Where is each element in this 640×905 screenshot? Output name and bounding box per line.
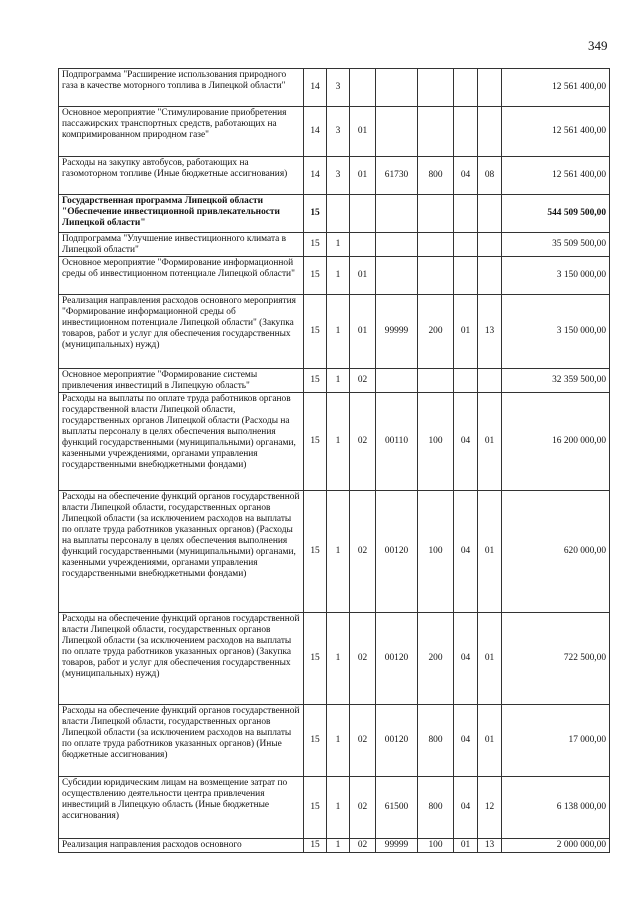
subsection-cell: 01 [478, 613, 502, 705]
amount-cell: 2 000 000,00 [502, 839, 610, 853]
expense-name-cell: Расходы на обеспечение функций органов государственной власти Липецкой области, государственных органов Липецкой области (за исключением расходов на выплаты по оплате труда работников указанных органов) (Расходы на выплаты персоналу в целях обеспечения выполнения функций государственными (муниципальными) органами, казенными учреждениями, органами управления государственными внебюджетными фондами) [59, 491, 304, 613]
subsection-cell: 01 [478, 393, 502, 491]
program-code-cell: 15 [304, 613, 327, 705]
main-measure-code-cell: 02 [350, 777, 376, 839]
expense-name-cell: Расходы на обеспечение функций органов государственной власти Липецкой области, государственных органов Липецкой области (за исключением расходов на выплаты по оплате труда работников указанных органов) (Иные бюджетные ассигнования) [59, 705, 304, 777]
expense-type-cell [418, 195, 454, 233]
section-cell: 01 [454, 295, 478, 369]
expense-type-cell: 800 [418, 705, 454, 777]
program-code-cell: 15 [304, 195, 327, 233]
table-row [59, 257, 610, 295]
amount-cell: 35 509 500,00 [502, 233, 610, 257]
section-cell [454, 369, 478, 393]
subprogram-code-cell: 1 [327, 705, 350, 777]
subsection-cell: 13 [478, 839, 502, 853]
expense-type-cell: 100 [418, 491, 454, 613]
table-row [59, 705, 610, 777]
subsection-cell: 01 [478, 491, 502, 613]
main-measure-code-cell [350, 233, 376, 257]
direction-code-cell: 00120 [376, 705, 418, 777]
section-cell: 04 [454, 393, 478, 491]
expense-type-cell [418, 233, 454, 257]
expense-type-cell: 100 [418, 393, 454, 491]
expense-name-cell: Подпрограмма "Улучшение инвестиционного климата в Липецкой области" [59, 233, 304, 257]
expense-type-cell: 800 [418, 777, 454, 839]
expense-name-cell: Расходы на выплаты по оплате труда работников органов государственной власти Липецкой области, государственных органов Липецкой области (Расходы на выплаты персоналу в целях обеспечения выполнения функций государственными (муниципальными) органами, казенными учреждениями, органами управления государственными внебюджетными фондами) [59, 393, 304, 491]
section-cell [454, 107, 478, 157]
expense-name-cell: Основное мероприятие "Формирование системы привлечения инвестиций в Липецкую область" [59, 369, 304, 393]
main-measure-code-cell: 01 [350, 157, 376, 195]
expense-type-cell [418, 107, 454, 157]
expense-type-cell [418, 69, 454, 107]
subprogram-code-cell: 1 [327, 613, 350, 705]
main-measure-code-cell: 02 [350, 613, 376, 705]
table-row [59, 369, 610, 393]
section-cell [454, 233, 478, 257]
table-row [59, 69, 610, 107]
amount-cell: 544 509 500,00 [502, 195, 610, 233]
amount-cell: 3 150 000,00 [502, 257, 610, 295]
table-row [59, 777, 610, 839]
subsection-cell [478, 369, 502, 393]
section-cell: 01 [454, 839, 478, 853]
subsection-cell [478, 107, 502, 157]
program-code-cell: 15 [304, 233, 327, 257]
direction-code-cell [376, 233, 418, 257]
expense-name-cell: Основное мероприятие "Стимулирование приобретения пассажирских транспортных средств, работающих на компримированном природном газе" [59, 107, 304, 157]
direction-code-cell [376, 69, 418, 107]
amount-cell: 12 561 400,00 [502, 69, 610, 107]
table-row [59, 393, 610, 491]
direction-code-cell [376, 369, 418, 393]
direction-code-cell: 99999 [376, 295, 418, 369]
amount-cell: 620 000,00 [502, 491, 610, 613]
main-measure-code-cell [350, 195, 376, 233]
program-code-cell: 14 [304, 107, 327, 157]
expense-type-cell: 800 [418, 157, 454, 195]
table-row [59, 491, 610, 613]
subprogram-code-cell: 1 [327, 233, 350, 257]
budget-table [58, 68, 610, 853]
direction-code-cell [376, 107, 418, 157]
main-measure-code-cell: 02 [350, 839, 376, 853]
subprogram-code-cell: 1 [327, 295, 350, 369]
expense-name-cell: Подпрограмма "Расширение использования природного газа в качестве моторного топлива в Липецкой области" [59, 69, 304, 107]
subsection-cell: 13 [478, 295, 502, 369]
expense-type-cell: 200 [418, 613, 454, 705]
amount-cell: 12 561 400,00 [502, 157, 610, 195]
subprogram-code-cell: 1 [327, 257, 350, 295]
subsection-cell [478, 257, 502, 295]
table-row [59, 157, 610, 195]
page-number: 349 [588, 38, 608, 53]
main-measure-code-cell: 02 [350, 369, 376, 393]
subprogram-code-cell: 1 [327, 393, 350, 491]
program-code-cell: 14 [304, 157, 327, 195]
main-measure-code-cell: 01 [350, 107, 376, 157]
table-row [59, 839, 610, 853]
main-measure-code-cell: 02 [350, 491, 376, 613]
direction-code-cell: 00110 [376, 393, 418, 491]
program-code-cell: 15 [304, 295, 327, 369]
amount-cell: 3 150 000,00 [502, 295, 610, 369]
table-row [59, 613, 610, 705]
section-cell [454, 195, 478, 233]
subprogram-code-cell: 3 [327, 107, 350, 157]
section-cell: 04 [454, 491, 478, 613]
direction-code-cell: 99999 [376, 839, 418, 853]
subprogram-code-cell: 1 [327, 777, 350, 839]
amount-cell: 17 000,00 [502, 705, 610, 777]
subsection-cell [478, 69, 502, 107]
direction-code-cell [376, 195, 418, 233]
section-cell: 04 [454, 613, 478, 705]
expense-name-cell: Субсидии юридическим лицам на возмещение затрат по осуществлению деятельности центра привлечения инвестиций в Липецкую область (Иные бюджетные ассигнования) [59, 777, 304, 839]
expense-name-cell: Государственная программа Липецкой области "Обеспечение инвестиционной привлекательности Липецкой области" [59, 195, 304, 233]
subsection-cell: 12 [478, 777, 502, 839]
program-code-cell: 15 [304, 257, 327, 295]
subprogram-code-cell: 1 [327, 839, 350, 853]
amount-cell: 32 359 500,00 [502, 369, 610, 393]
expense-type-cell [418, 257, 454, 295]
table-row [59, 195, 610, 233]
section-cell: 04 [454, 705, 478, 777]
amount-cell: 12 561 400,00 [502, 107, 610, 157]
subprogram-code-cell: 3 [327, 69, 350, 107]
direction-code-cell: 00120 [376, 491, 418, 613]
section-cell: 04 [454, 157, 478, 195]
subprogram-code-cell: 1 [327, 491, 350, 613]
subsection-cell: 08 [478, 157, 502, 195]
direction-code-cell: 61500 [376, 777, 418, 839]
section-cell [454, 257, 478, 295]
program-code-cell: 15 [304, 839, 327, 853]
section-cell: 04 [454, 777, 478, 839]
table-row [59, 295, 610, 369]
amount-cell: 6 138 000,00 [502, 777, 610, 839]
amount-cell: 16 200 000,00 [502, 393, 610, 491]
program-code-cell: 15 [304, 369, 327, 393]
expense-name-cell: Расходы на обеспечение функций органов государственной власти Липецкой области, государственных органов Липецкой области (за исключением расходов на выплаты по оплате труда работников указанных органов) (Закупка товаров, работ и услуг для обеспечения государственных (муниципальных) нужд) [59, 613, 304, 705]
expense-type-cell: 200 [418, 295, 454, 369]
expense-name-cell: Основное мероприятие "Формирование информационной среды об инвестиционном потенциале Липецкой области" [59, 257, 304, 295]
subsection-cell [478, 195, 502, 233]
table-row [59, 107, 610, 157]
section-cell [454, 69, 478, 107]
direction-code-cell [376, 257, 418, 295]
main-measure-code-cell: 02 [350, 393, 376, 491]
program-code-cell: 15 [304, 491, 327, 613]
amount-cell: 722 500,00 [502, 613, 610, 705]
expense-name-cell: Реализация направления расходов основного мероприятия "Формирование информационной среды об инвестиционном потенциале Липецкой области" (Закупка товаров, работ и услуг для обеспечения государственных (муниципальных) нужд) [59, 295, 304, 369]
subprogram-code-cell: 1 [327, 369, 350, 393]
subprogram-code-cell: 3 [327, 157, 350, 195]
main-measure-code-cell [350, 69, 376, 107]
subsection-cell [478, 233, 502, 257]
program-code-cell: 15 [304, 777, 327, 839]
main-measure-code-cell: 01 [350, 295, 376, 369]
program-code-cell: 14 [304, 69, 327, 107]
program-code-cell: 15 [304, 393, 327, 491]
expense-name-cell: Расходы на закупку автобусов, работающих на газомоторном топливе (Иные бюджетные ассигнования) [59, 157, 304, 195]
subsection-cell: 01 [478, 705, 502, 777]
expense-type-cell: 100 [418, 839, 454, 853]
direction-code-cell: 00120 [376, 613, 418, 705]
expense-type-cell [418, 369, 454, 393]
program-code-cell: 15 [304, 705, 327, 777]
direction-code-cell: 61730 [376, 157, 418, 195]
table-row [59, 233, 610, 257]
main-measure-code-cell: 01 [350, 257, 376, 295]
expense-name-cell: Реализация направления расходов основного [59, 839, 304, 853]
subprogram-code-cell [327, 195, 350, 233]
main-measure-code-cell: 02 [350, 705, 376, 777]
